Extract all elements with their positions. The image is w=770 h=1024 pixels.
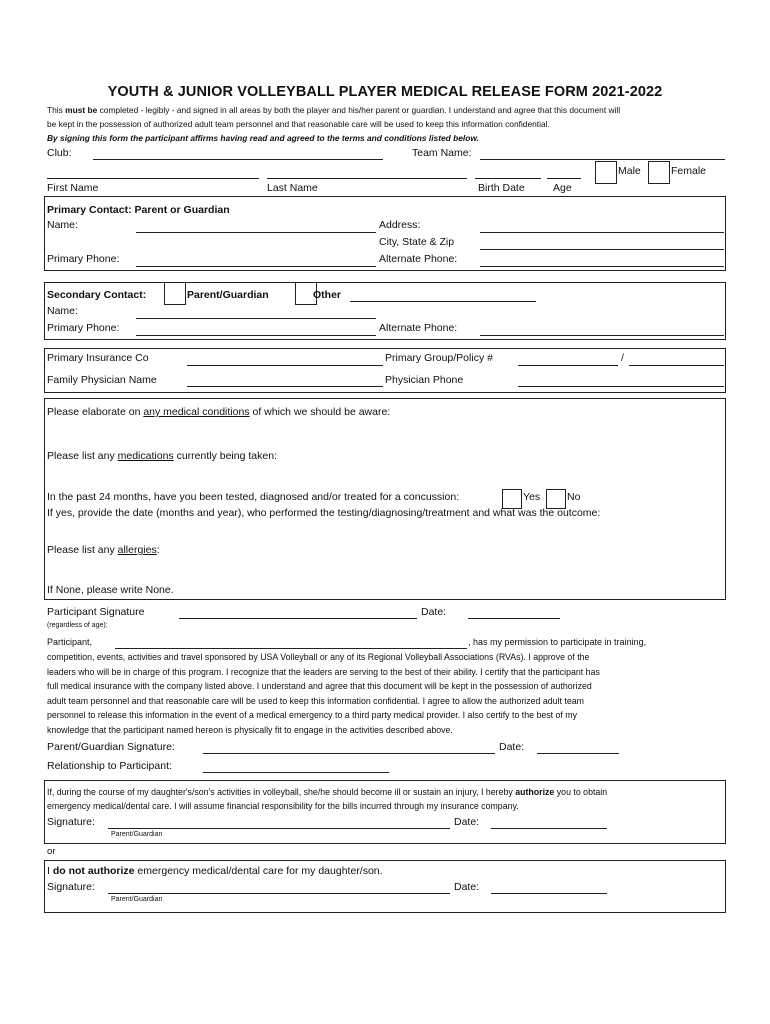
primary-phone-label: Primary Phone: [47, 253, 120, 265]
concussion-yes-checkbox[interactable] [502, 489, 522, 509]
group-field[interactable] [518, 365, 618, 366]
physician-phone-field[interactable] [518, 386, 724, 387]
or-label: or [47, 846, 56, 857]
not-authorize-signature-field[interactable] [108, 893, 450, 894]
medications-prompt: Please list any medications currently being taken: [47, 450, 277, 462]
policy-field[interactable] [629, 365, 724, 366]
release-line-5: personnel to release this information in the event of a medical emergency to a third party medical provider. I also certify to the best of my [47, 710, 578, 720]
primary-name-label: Name: [47, 219, 78, 231]
release-start: Participant, [47, 637, 93, 647]
age-label: Age [553, 182, 572, 194]
release-line-1: competition, events, activities and travel sponsored by USA Volleyball or any of its Regional Volleyball Associations (RVAs). I approve of the [47, 652, 590, 662]
intro-line-2: be kept in the possession of authorized adult team personnel and that reasonable care will be used to keep this information confidential. [47, 119, 550, 129]
release-line-3: full medical insurance with the company listed above. I understand and agree that this document will be kept in the possession of authorized [47, 681, 592, 691]
first-name-label: First Name [47, 182, 99, 194]
authorize-signature-label: Signature: [47, 816, 95, 828]
not-authorize-signature-label: Signature: [47, 881, 95, 893]
concussion-question: In the past 24 months, have you been tested, diagnosed and/or treated for a concussion: [47, 491, 460, 503]
age-field[interactable] [547, 178, 581, 179]
other-field[interactable] [350, 301, 536, 302]
concussion-no-checkbox[interactable] [546, 489, 566, 509]
physician-label: Family Physician Name [47, 374, 157, 386]
last-name-label: Last Name [267, 182, 318, 194]
not-authorize-line: I do not authorize emergency medical/dental care for my daughter/son. [47, 865, 383, 877]
primary-contact-heading: Primary Contact: Parent or Guardian [47, 204, 230, 216]
secondary-alt-phone-field[interactable] [480, 335, 724, 336]
intro-line-1: This must be completed - legibly - and signed in all areas by both the player and his/her parent or guardian. I understand and agree that this document will [47, 105, 621, 115]
city-field[interactable] [480, 249, 724, 250]
secondary-name-field[interactable] [136, 318, 376, 319]
female-checkbox[interactable] [648, 161, 670, 184]
participant-signature-field[interactable] [179, 618, 417, 619]
insurance-label: Primary Insurance Co [47, 352, 149, 364]
male-label: Male [618, 165, 641, 177]
secondary-phone-field[interactable] [136, 335, 376, 336]
concussion-followup: If yes, provide the date (months and year), who performed the testing/diagnosing/treatment and what was the outcome: [47, 507, 601, 519]
not-authorize-date-label: Date: [454, 881, 480, 893]
primary-name-field[interactable] [136, 232, 376, 233]
first-name-field[interactable] [47, 178, 259, 179]
female-label: Female [671, 165, 707, 177]
male-checkbox[interactable] [595, 161, 617, 184]
authorize-line-1: If, during the course of my daughter's/son's activities in volleyball, she/he should become ill or sustain an injury, I hereby authorize you to obtain [47, 787, 608, 797]
not-authorize-date-field[interactable] [491, 893, 607, 894]
other-label: Other [313, 289, 342, 301]
authorize-sub-label: Parent/Guardian [111, 831, 163, 838]
secondary-alt-phone-label: Alternate Phone: [379, 322, 458, 334]
form-title: YOUTH & JUNIOR VOLLEYBALL PLAYER MEDICAL RELEASE FORM 2021-2022 [107, 84, 663, 100]
parent-guardian-label: Parent/Guardian [187, 289, 269, 301]
relationship-label: Relationship to Participant: [47, 760, 172, 772]
last-name-field[interactable] [267, 178, 467, 179]
participant-date-label: Date: [421, 606, 447, 618]
team-name-label: Team Name: [412, 147, 472, 159]
slash: / [621, 352, 624, 364]
secondary-name-label: Name: [47, 305, 78, 317]
parent-date-field[interactable] [537, 753, 619, 754]
intro-line-3: By signing this form the participant affirms having read and agreed to the terms and conditions listed below. [47, 133, 479, 143]
physician-phone-label: Physician Phone [385, 374, 464, 386]
none-note: If None, please write None. [47, 584, 174, 596]
not-authorize-sub-label: Parent/Guardian [111, 896, 163, 903]
parent-signature-field[interactable] [203, 753, 495, 754]
authorize-date-label: Date: [454, 816, 480, 828]
alt-phone-label: Alternate Phone: [379, 253, 458, 265]
primary-phone-field[interactable] [136, 266, 376, 267]
participant-name-field[interactable] [115, 648, 467, 649]
allergies-prompt: Please list any allergies: [47, 544, 160, 556]
insurance-field[interactable] [187, 365, 383, 366]
parent-date-label: Date: [499, 741, 525, 753]
authorize-signature-field[interactable] [108, 828, 450, 829]
group-policy-label: Primary Group/Policy # [385, 352, 493, 364]
city-label: City, State & Zip [379, 236, 455, 248]
parent-signature-label: Parent/Guardian Signature: [47, 741, 175, 753]
club-field[interactable] [93, 159, 383, 160]
secondary-contact-heading: Secondary Contact: [47, 289, 147, 301]
authorize-date-field[interactable] [491, 828, 607, 829]
club-label: Club: [47, 147, 72, 159]
physician-field[interactable] [187, 386, 383, 387]
release-line-2: leaders who will be in charge of this program. I recognize that the leaders are serving to the best of their ability. I certify that the participant has [47, 666, 600, 677]
yes-label: Yes [523, 491, 541, 503]
secondary-phone-label: Primary Phone: [47, 322, 120, 334]
address-label: Address: [379, 219, 421, 231]
relationship-field[interactable] [203, 772, 389, 773]
authorize-line-2: emergency medical/dental care. I will assume financial responsibility for the bills incurred through my insurance company. [47, 801, 519, 811]
no-label: No [567, 491, 581, 503]
birth-date-label: Birth Date [478, 182, 525, 194]
team-name-field[interactable] [480, 159, 725, 160]
parent-guardian-checkbox[interactable] [164, 282, 186, 305]
signature-note: (regardless of age): [47, 622, 108, 629]
release-line-4: adult team personnel and that reasonable care will be used to keep this information confidential. I agree to allow the authorized adult team [47, 695, 584, 706]
address-field[interactable] [480, 232, 724, 233]
participant-signature-label: Participant Signature [47, 606, 145, 618]
birth-date-field[interactable] [475, 178, 541, 179]
release-line-6: knowledge that the participant named hereon is physically fit to engage in the activities described above. [47, 724, 453, 735]
alt-phone-field[interactable] [480, 266, 724, 267]
participant-date-field[interactable] [468, 618, 560, 619]
conditions-prompt: Please elaborate on any medical conditions of which we should be aware: [47, 406, 391, 418]
release-cont: , has my permission to participate in training, [468, 637, 647, 647]
